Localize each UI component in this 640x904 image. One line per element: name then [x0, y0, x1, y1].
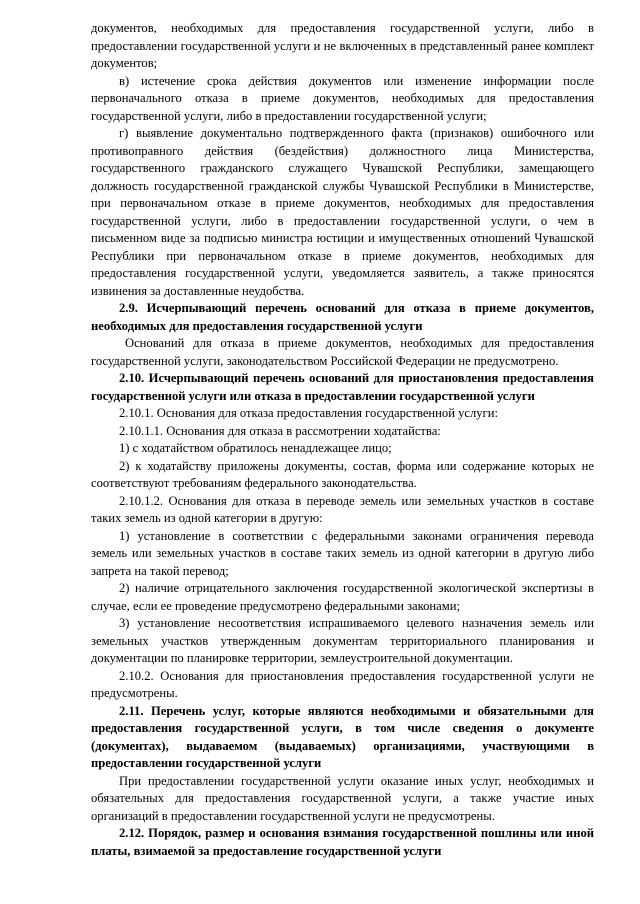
- paragraph-2-10-2: 2.10.2. Основания для приостановления предоставления государственной услуги не предусмотрены.: [91, 668, 594, 700]
- section-heading-2-10: 2.10. Исчерпывающий перечень оснований для приостановления предоставления государственной услуги или отказа в предоставлении государственной услуги: [91, 371, 594, 403]
- section-heading-2-12: 2.12. Порядок, размер и основания взимания государственной пошлины или иной платы, взимаемой за предоставление государственной услуги: [91, 826, 594, 858]
- list-item-3-mismatch: 3) установление несоответствия испрашиваемого целевого назначения земель или земельных участков утвержденным документам территориального планирования и документации по планировке территории, землеустроительной документации.: [91, 616, 594, 665]
- list-item-1-restriction: 1) установление в соответствии с федеральными законами ограничения перевода земель или земельных участков в составе таких земель из одной категории в другую либо запрета на такой перевод;: [91, 528, 594, 578]
- list-item-2: 2) к ходатайству приложены документы, состав, форма или содержание которых не соответствуют требованиям федерального законодательства.: [91, 458, 594, 490]
- paragraph-item-v: в) истечение срока действия документов или изменение информации после первоначального отказа в приеме документов, необходимых для предоставления государственной услуги, либо в предоставлении государственной услуги;: [91, 73, 594, 123]
- paragraph-item-g: г) выявление документально подтвержденного факта (признаков) ошибочного или противоправного действия (бездействия) должностного лица Министерства, государственного гражданского служащего Чувашской Республики, замещающего должность государственной гражданской службы Чувашской Республики в Министерстве, при первоначальном отказе в приеме документов, необходимых для предоставления государственной услуги, либо в предоставлении государственной услуги, о чем в письменном виде за подписью министра юстиции и имущественных отношений Чувашской Республики при первоначальном отказе в приеме документов, необходимых для предоставления государственной услуги, уведомляется заявитель, а также приносятся извинения за доставленные неудобства.: [91, 126, 594, 298]
- section-heading-2-9: 2.9. Исчерпывающий перечень оснований для отказа в приеме документов, необходимых для предоставления государственной услуги: [91, 301, 594, 333]
- section-heading-2-11: 2.11. Перечень услуг, которые являются необходимыми и обязательными для предоставления государственной услуги, в том числе сведения о документе (документах), выдаваемом (выдаваемых) организациями, участвующими в предоставлении государственной услуги: [91, 703, 594, 770]
- list-item-2-expertise: 2) наличие отрицательного заключения государственной экологической экспертизы в случае, если ее проведение предусмотрено федеральными законами;: [91, 581, 594, 613]
- list-item-1: 1) с ходатайством обратилось ненадлежащее лицо;: [119, 441, 392, 455]
- paragraph-2-9-body: Оснований для отказа в приеме документов, необходимых для предоставления государственной услуги, законодательством Российской Федерации не предусмотрено.: [91, 336, 594, 368]
- paragraph-2-10-1-1: 2.10.1.1. Основания для отказа в рассмотрении ходатайства:: [119, 423, 441, 438]
- paragraph-continuation: документов, необходимых для предоставления государственной услуги, либо в предоставлении государственной услуги и не включенных в представленный ранее комплект документов;: [91, 21, 594, 70]
- paragraph-2-10-1: 2.10.1. Основания для отказа предоставления государственной услуги:: [119, 406, 498, 420]
- paragraph-2-10-1-2: 2.10.1.2. Основания для отказа в переводе земель или земельных участков в составе таких земель из одной категории в другую:: [91, 493, 594, 525]
- paragraph-2-11-body: При предоставлении государственной услуги оказание иных услуг, необходимых и обязательных для предоставления государственной услуги, а также участие иных организаций в предоставлении государственной услуги не предусмотрены.: [91, 773, 594, 823]
